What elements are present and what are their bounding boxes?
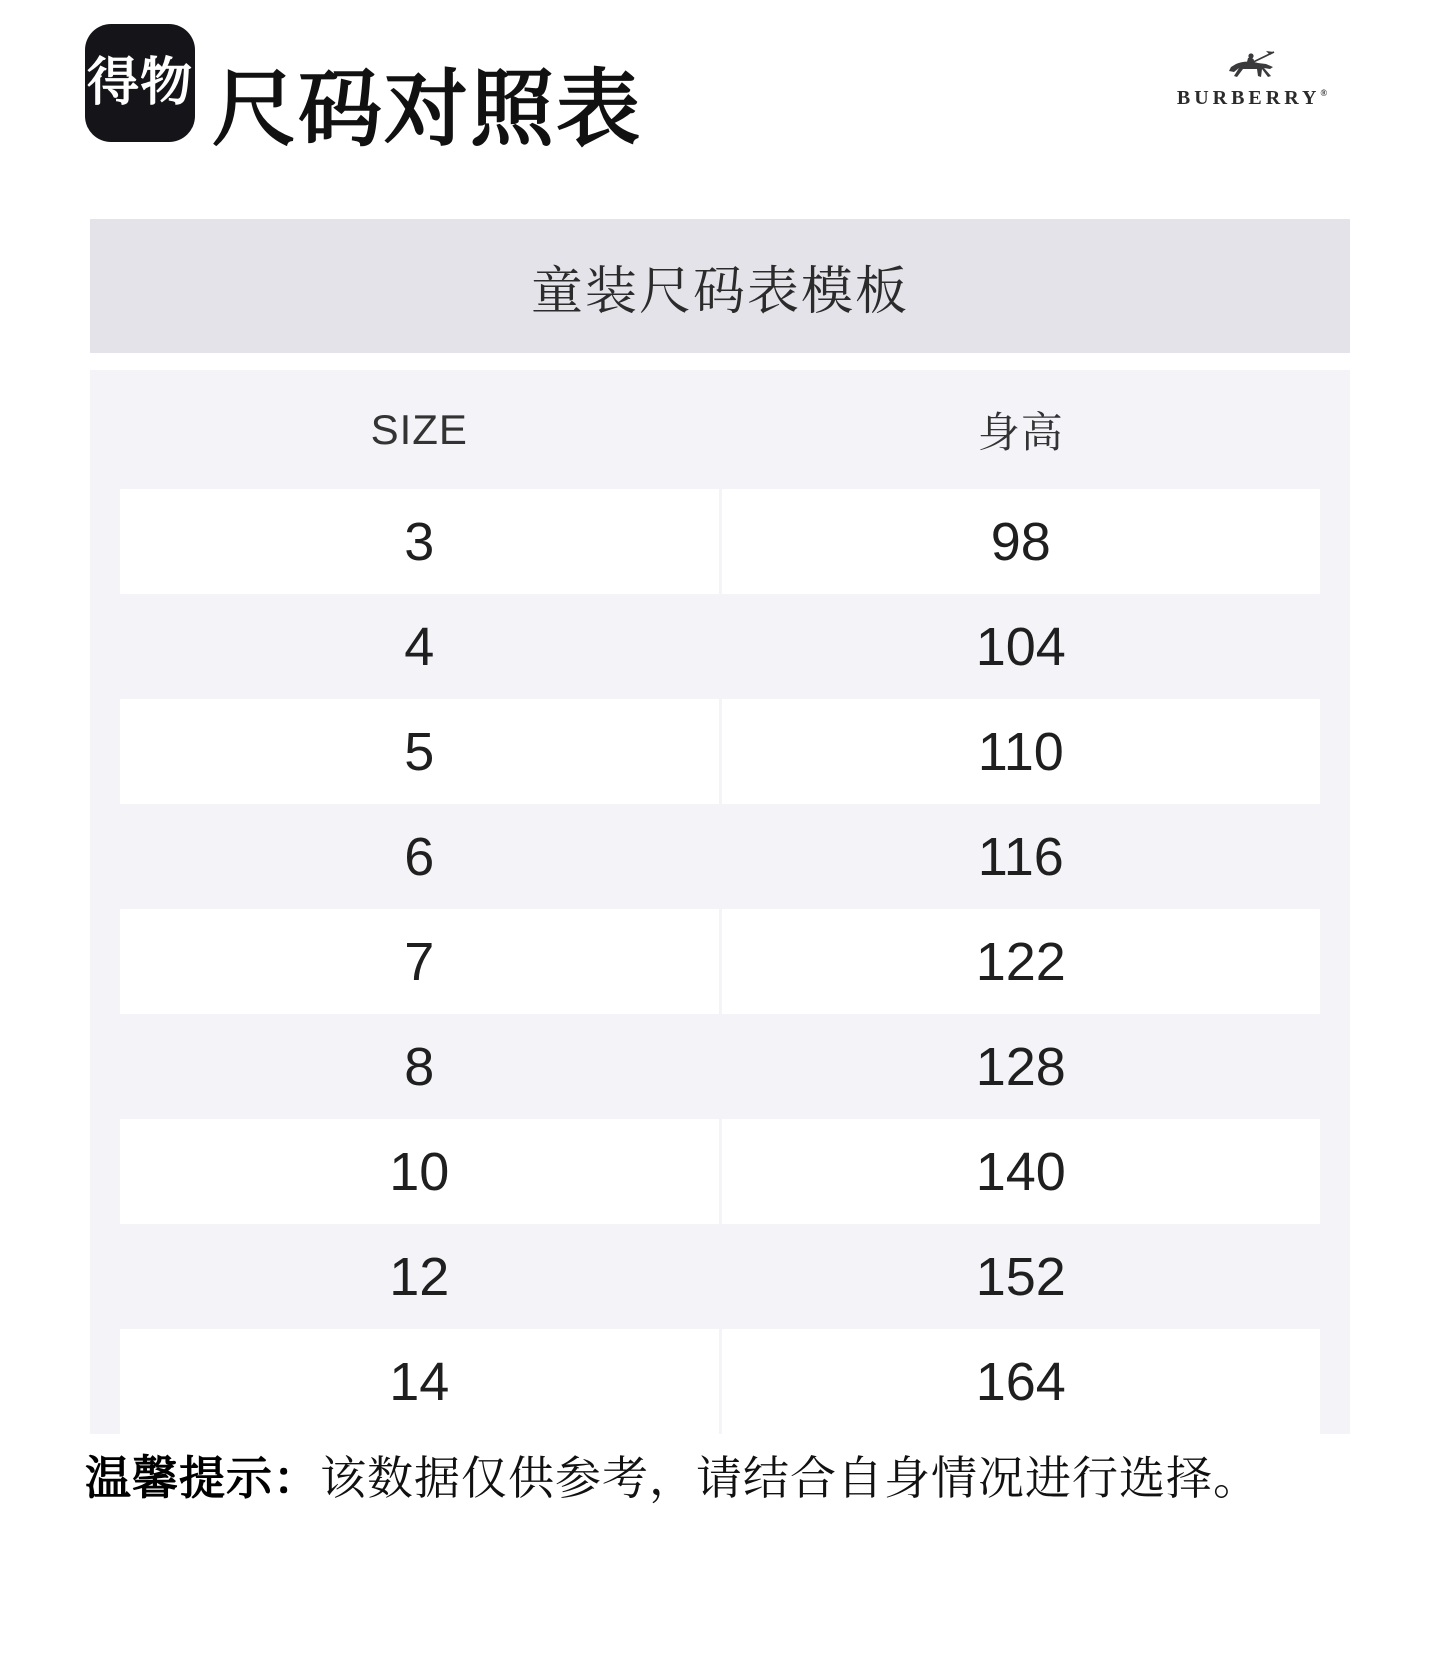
burberry-wordmark bbox=[1177, 88, 1327, 108]
burberry-knight-icon bbox=[1227, 50, 1277, 86]
size-table bbox=[90, 370, 1350, 1434]
table-row bbox=[120, 1329, 1320, 1434]
table-row bbox=[120, 804, 1320, 909]
notice-text: 该数据仅供参考，请结合自身情况进行选择。 bbox=[320, 1452, 1260, 1504]
column-header-size: SIZE bbox=[370, 405, 468, 453]
table-row bbox=[120, 1014, 1320, 1119]
size-cell: 10 bbox=[120, 1119, 719, 1224]
table-row bbox=[120, 1119, 1320, 1224]
table-row bbox=[120, 1224, 1320, 1329]
size-cell: 4 bbox=[404, 616, 435, 677]
notice bbox=[85, 1448, 1260, 1508]
height-cell: 104 bbox=[975, 616, 1066, 677]
height-cell: 98 bbox=[722, 489, 1321, 594]
height-cell: 164 bbox=[722, 1329, 1321, 1434]
size-cell: 6 bbox=[404, 826, 435, 887]
page-title: 尺码对照表 bbox=[212, 62, 643, 156]
size-cell: 3 bbox=[120, 489, 719, 594]
burberry-logo bbox=[1178, 50, 1326, 108]
notice-label: 温馨提示： bbox=[85, 1452, 320, 1504]
registered-mark: ® bbox=[1320, 88, 1328, 98]
burberry-wordmark-text: BURBERRY bbox=[1176, 87, 1321, 109]
dewu-logo bbox=[85, 24, 195, 142]
size-cell: 8 bbox=[404, 1036, 435, 1097]
table-row bbox=[120, 909, 1320, 1014]
size-cell: 5 bbox=[120, 699, 719, 804]
size-cell: 14 bbox=[120, 1329, 719, 1434]
table-row bbox=[120, 594, 1320, 699]
dewu-logo-text: 得物 bbox=[86, 54, 193, 112]
table-title-banner bbox=[90, 219, 1350, 353]
column-header-height: 身高 bbox=[977, 408, 1064, 456]
height-cell: 122 bbox=[722, 909, 1321, 1014]
table-row bbox=[120, 699, 1320, 804]
height-cell: 116 bbox=[977, 826, 1064, 887]
size-cell: 12 bbox=[389, 1246, 450, 1307]
table-header-row bbox=[120, 370, 1320, 489]
height-cell: 140 bbox=[722, 1119, 1321, 1224]
table-title: 童装尺码表模板 bbox=[530, 262, 909, 321]
height-cell: 152 bbox=[975, 1246, 1066, 1307]
height-cell: 110 bbox=[722, 699, 1321, 804]
size-cell: 7 bbox=[120, 909, 719, 1014]
height-cell: 128 bbox=[975, 1036, 1066, 1097]
table-row bbox=[120, 489, 1320, 594]
